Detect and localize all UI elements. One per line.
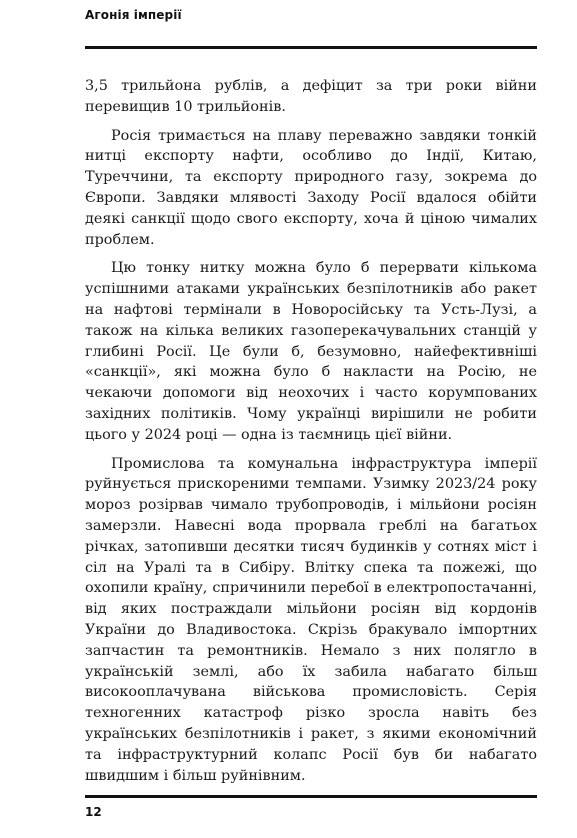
paragraph: Росія тримається на плаву переважно завдяки тонкій нитці експорту нафти, особливо до Індії, Китаю, Туреччини, та експорту природного газу, зокрема до Європи. Завдяки млявості Заходу Росії вдалося обійти деякі санкції щодо свого експорту, хоча й ціною чималих проблем. xyxy=(85,127,537,248)
body-text xyxy=(85,76,537,794)
footer-rule xyxy=(85,795,537,798)
paragraph: Цю тонку нитку можна було б перервати кількома успішними атаками українських безпілотників або ракет на нафтові термінали в Новоросійську та Усть-Лузі, а також на кілька великих газоперекачувальних станцій у глибині Росії. Це були б, безумовно, найефективніші «санкції», які можна було б накласти на Росію, не чекаючи допомоги від неохочих і часто корумпованих західних політиків. Чому українці вирішили не робити цього у 2024 році — одна із таємниць цієї війни. xyxy=(85,260,537,443)
chapter-title: Агонія імперії xyxy=(85,8,182,22)
page-number: 12 xyxy=(85,805,102,819)
header-rule xyxy=(85,46,537,49)
paragraph: Промислова та комунальна інфраструктура імперії руйнується прискореними темпами. Узимку 2023/24 року мороз розірвав чимало трубопроводів, і мільйони росіян замерзли. Навесні вода прорвала греблі на багатьох річках, затопивши десятки тисяч будинків у сотнях міст і сіл на Уралі та в Сибіру. Влітку спека та пожежі, що охопили країну, спричинили перебої в електропостачанні, від яких постраждали мільйони росіян від кордонів України до Владивостока. Скрізь бракувало імпортних запчастин та ремонтників. Немало з них полягло в українській землі, або їх забила набагато більш високооплачувана військова промисловість. Серія техногенних катастроф різко зросла навіть без українських безпілотників і ракет, з якими економічний та інфраструктурний колапс Росії був би набагато швидшим і більш руйнівним. xyxy=(85,455,537,784)
paragraph-continuation: 3,5 трильйона рублів, а дефіцит за три роки війни перевищив 10 трильйонів. xyxy=(85,78,537,115)
running-header xyxy=(85,8,537,22)
